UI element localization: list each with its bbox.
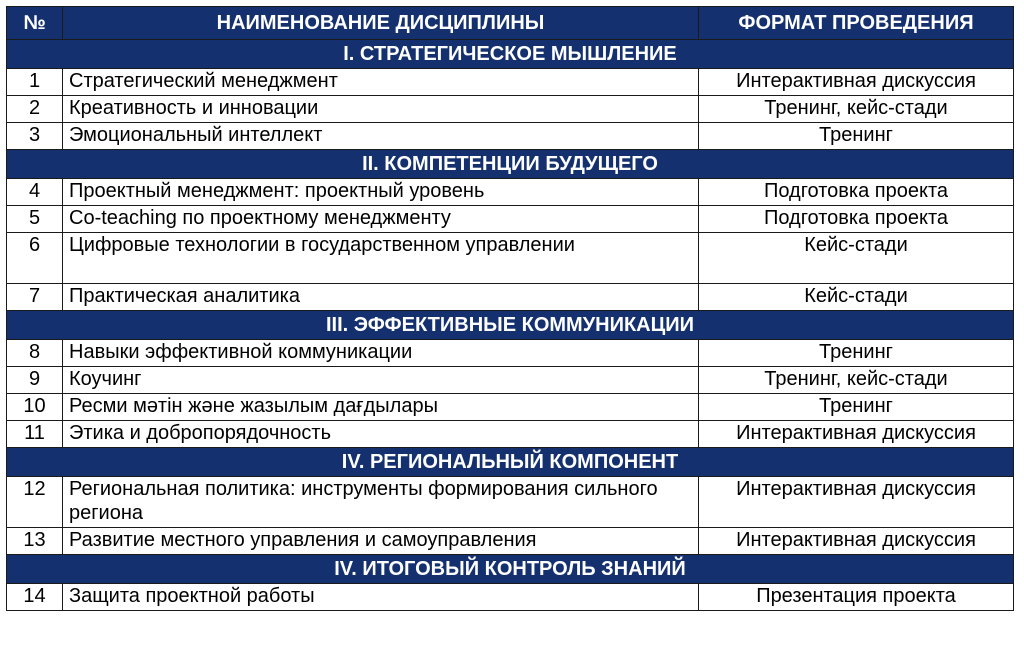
row-format: Подготовка проекта — [699, 206, 1014, 233]
table-row — [7, 528, 1014, 555]
row-name: Этика и добропорядочность — [63, 421, 699, 448]
row-num: 4 — [7, 179, 63, 206]
table-row — [7, 206, 1014, 233]
row-format: Тренинг — [699, 394, 1014, 421]
table-row — [7, 394, 1014, 421]
table-row — [7, 96, 1014, 123]
row-name: Креативность и инновации — [63, 96, 699, 123]
row-name: Региональная политика: инструменты формирования сильного региона — [63, 477, 699, 528]
table-row — [7, 233, 1014, 284]
section-row — [7, 40, 1014, 69]
row-num: 7 — [7, 284, 63, 311]
row-num: 2 — [7, 96, 63, 123]
section-row — [7, 555, 1014, 584]
section-row — [7, 150, 1014, 179]
curriculum-table-wrapper — [6, 6, 1013, 611]
row-num: 11 — [7, 421, 63, 448]
row-name: Стратегический менеджмент — [63, 69, 699, 96]
table-row — [7, 284, 1014, 311]
row-num: 12 — [7, 477, 63, 528]
row-format: Кейс-стади — [699, 233, 1014, 284]
row-format: Тренинг, кейс-стади — [699, 96, 1014, 123]
row-format: Интерактивная дискуссия — [699, 528, 1014, 555]
row-format: Тренинг — [699, 340, 1014, 367]
table-row — [7, 340, 1014, 367]
row-format: Тренинг — [699, 123, 1014, 150]
row-num: 8 — [7, 340, 63, 367]
header-num: № — [7, 7, 63, 40]
row-format: Тренинг, кейс-стади — [699, 367, 1014, 394]
row-name: Эмоциональный интеллект — [63, 123, 699, 150]
row-format: Кейс-стади — [699, 284, 1014, 311]
row-num: 13 — [7, 528, 63, 555]
row-format: Подготовка проекта — [699, 179, 1014, 206]
table-row — [7, 421, 1014, 448]
section-row — [7, 311, 1014, 340]
table-header-row — [7, 7, 1014, 40]
row-name: Навыки эффективной коммуникации — [63, 340, 699, 367]
row-format: Интерактивная дискуссия — [699, 69, 1014, 96]
table-row — [7, 69, 1014, 96]
section-title: I. СТРАТЕГИЧЕСКОЕ МЫШЛЕНИЕ — [7, 40, 1014, 69]
table-row — [7, 477, 1014, 528]
row-name: Цифровые технологии в государственном управлении — [63, 233, 699, 284]
row-num: 1 — [7, 69, 63, 96]
row-num: 9 — [7, 367, 63, 394]
table-row — [7, 123, 1014, 150]
row-name: Проектный менеджмент: проектный уровень — [63, 179, 699, 206]
row-name: Практическая аналитика — [63, 284, 699, 311]
row-name: Коучинг — [63, 367, 699, 394]
section-row — [7, 448, 1014, 477]
row-num: 14 — [7, 584, 63, 611]
row-num: 5 — [7, 206, 63, 233]
row-name: Защита проектной работы — [63, 584, 699, 611]
table-row — [7, 584, 1014, 611]
section-title: III. ЭФФЕКТИВНЫЕ КОММУНИКАЦИИ — [7, 311, 1014, 340]
section-title: IV. РЕГИОНАЛЬНЫЙ КОМПОНЕНТ — [7, 448, 1014, 477]
row-format: Презентация проекта — [699, 584, 1014, 611]
row-name: Ресми мәтін және жазылым дағдылары — [63, 394, 699, 421]
header-format: ФОРМАТ ПРОВЕДЕНИЯ — [699, 7, 1014, 40]
table-row — [7, 367, 1014, 394]
row-format: Интерактивная дискуссия — [699, 477, 1014, 528]
row-num: 6 — [7, 233, 63, 284]
row-name: Развитие местного управления и самоуправления — [63, 528, 699, 555]
curriculum-table — [6, 6, 1014, 611]
table-row — [7, 179, 1014, 206]
section-title: II. КОМПЕТЕНЦИИ БУДУЩЕГО — [7, 150, 1014, 179]
row-format: Интерактивная дискуссия — [699, 421, 1014, 448]
row-num: 10 — [7, 394, 63, 421]
section-title: IV. ИТОГОВЫЙ КОНТРОЛЬ ЗНАНИЙ — [7, 555, 1014, 584]
row-name: Co-teaching по проектному менеджменту — [63, 206, 699, 233]
row-num: 3 — [7, 123, 63, 150]
header-name: НАИМЕНОВАНИЕ ДИСЦИПЛИНЫ — [63, 7, 699, 40]
